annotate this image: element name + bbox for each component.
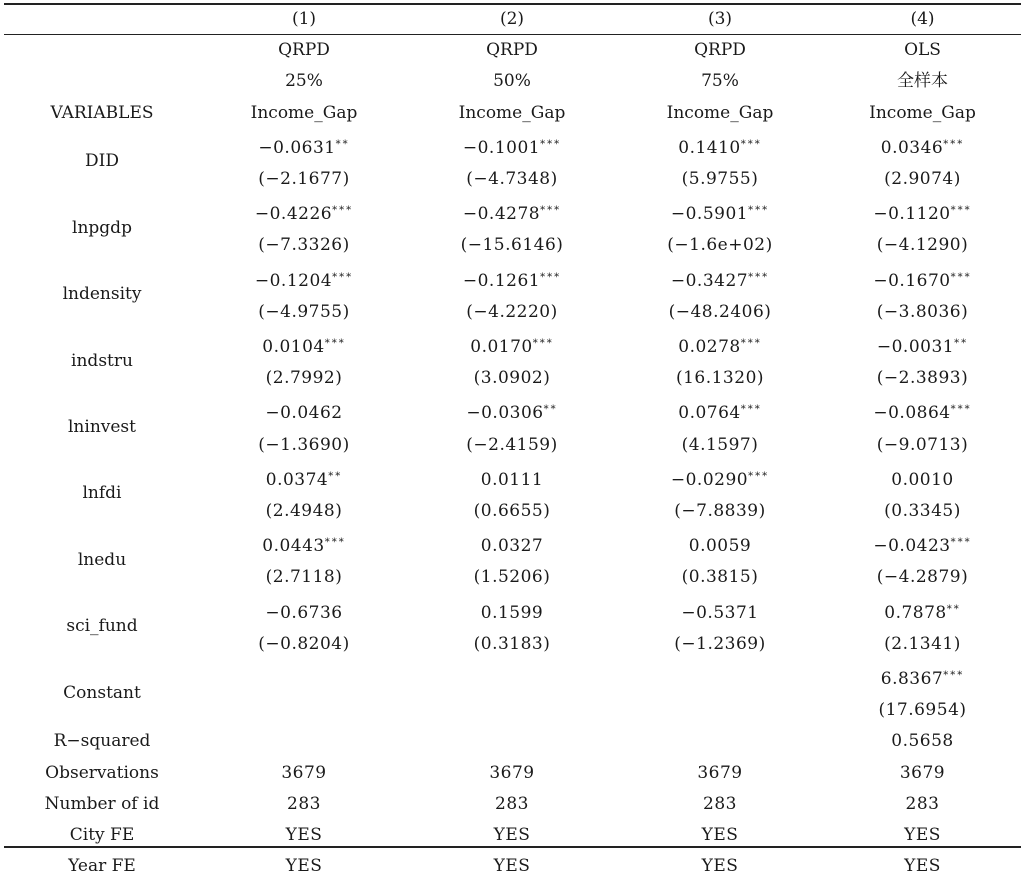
stat-value: YES: [285, 856, 323, 877]
coefficient-cell: [408, 394, 616, 429]
variable-name: indstru: [71, 350, 133, 371]
coefficient-value: 0.0374: [265, 469, 329, 490]
stat-value: [200, 726, 408, 757]
stat-value: 3679: [697, 762, 743, 783]
tstat-value: (2.9074): [884, 169, 961, 190]
coefficient-cell: [824, 660, 1021, 695]
coefficient-value: −0.0462: [265, 403, 343, 424]
stat-value: 283: [703, 793, 737, 814]
tstat-value: (2.7992): [265, 368, 343, 389]
coefficient-cell: [200, 262, 408, 297]
significance-stars: ***: [950, 537, 972, 549]
coef-row: [4, 262, 1021, 297]
coefficient-value: −0.4226: [254, 204, 333, 225]
coef-row: [4, 461, 1021, 496]
tstat-value: (4.1597): [681, 434, 759, 455]
column-number: (2): [499, 9, 525, 29]
coefficient-cell: [616, 328, 824, 363]
significance-stars: ***: [748, 470, 770, 482]
tstat-value: (3.0902): [473, 368, 551, 389]
coefficient-cell: [616, 660, 824, 695]
column-depvar: Income_Gap: [250, 102, 358, 123]
header-row-numbers: [4, 4, 1021, 35]
tstat-value: (−4.1290): [876, 235, 969, 256]
variable-name: lnedu: [77, 549, 127, 570]
header-row-method: [4, 35, 1021, 66]
coefficient-cell: [824, 461, 1021, 496]
coefficient-value: −0.6736: [265, 602, 343, 623]
coefficient-cell: [616, 129, 824, 164]
tstat-value: (2.1341): [884, 633, 961, 654]
coefficient-cell: [824, 394, 1021, 429]
tstat-value: (−4.7348): [466, 169, 558, 190]
coefficient-cell: [824, 195, 1021, 230]
coefficient-value: 0.0443: [262, 536, 325, 557]
coefficient-cell: [200, 328, 408, 363]
significance-stars: ***: [740, 338, 762, 350]
coefficient-cell: [824, 527, 1021, 562]
stat-value: 283: [905, 793, 940, 814]
coef-row: [4, 594, 1021, 629]
variables-label: VARIABLES: [50, 102, 154, 123]
tstat-value: (−7.8839): [674, 501, 766, 522]
tstat-value: (16.1320): [675, 368, 765, 389]
significance-stars: ***: [950, 205, 972, 217]
tstat-value: (−48.2406): [668, 301, 772, 322]
coefficient-value: −0.0031: [876, 337, 955, 358]
coefficient-value: −0.4278: [462, 204, 541, 225]
coefficient-value: 0.0764: [678, 403, 741, 424]
stat-value: YES: [493, 825, 531, 846]
coefficient-value: −0.1670: [873, 270, 951, 291]
significance-stars: ***: [950, 404, 972, 416]
coefficient-cell: [824, 129, 1021, 164]
tstat-value: (0.3345): [884, 501, 961, 522]
stat-name: R−squared: [53, 731, 151, 752]
stat-value: YES: [904, 825, 941, 846]
significance-stars: **: [954, 338, 969, 350]
significance-stars: ***: [950, 271, 972, 283]
stat-value: 283: [287, 793, 321, 814]
stat-value: YES: [701, 856, 739, 877]
tstat-value: (−3.8036): [876, 301, 969, 322]
significance-stars: **: [543, 404, 558, 416]
coefficient-cell: [408, 594, 616, 629]
stat-value: 283: [495, 793, 529, 814]
significance-stars: ***: [740, 138, 762, 150]
stat-name: Year FE: [68, 856, 136, 877]
tstat-value: (−2.4159): [466, 434, 558, 455]
coefficient-cell: [616, 394, 824, 429]
header-row-sample: [4, 66, 1021, 97]
coefficient-cell: [200, 394, 408, 429]
tstat-value: [200, 695, 408, 726]
coefficient-value: 0.1599: [480, 602, 544, 623]
tstat-value: (−2.1677): [258, 169, 350, 190]
tstat-value: (−1.2369): [674, 633, 766, 654]
significance-stars: ***: [540, 205, 562, 217]
tstat-value: (5.9755): [681, 169, 759, 190]
significance-stars: ***: [332, 205, 354, 217]
significance-stars: **: [335, 138, 350, 150]
stat-value: 3679: [281, 762, 327, 783]
coefficient-value: −0.5371: [681, 602, 759, 623]
tstat-value: (17.6954): [878, 700, 967, 721]
column-method: QRPD: [694, 40, 746, 61]
coefficient-cell: [408, 328, 616, 363]
coefficient-cell: [408, 461, 616, 496]
coefficient-value: 0.0327: [480, 536, 544, 557]
stat-value: YES: [701, 825, 739, 846]
significance-stars: ***: [943, 670, 965, 682]
coefficient-cell: [616, 461, 824, 496]
tstat-value: (−4.2879): [876, 567, 969, 588]
column-number: (4): [910, 9, 935, 29]
column-sample: 50%: [493, 71, 531, 92]
stat-name: Number of id: [44, 793, 160, 814]
coefficient-cell: [200, 461, 408, 496]
coefficient-value: −0.0631: [258, 137, 336, 158]
tstat-value: (0.3815): [681, 567, 759, 588]
column-method: QRPD: [486, 40, 538, 61]
tstat-value: (−4.2220): [466, 301, 558, 322]
tstat-value: (−0.8204): [258, 633, 350, 654]
column-depvar: Income_Gap: [458, 102, 566, 123]
tstat-value: (2.4948): [265, 501, 343, 522]
column-sample: 75%: [701, 71, 739, 92]
coefficient-cell: [200, 527, 408, 562]
header-row-depvar: [4, 98, 1021, 129]
coefficient-value: −0.1261: [462, 270, 541, 291]
stat-value: 3679: [489, 762, 535, 783]
coefficient-value: 0.0104: [262, 337, 325, 358]
tstat-value: (−1.3690): [258, 434, 350, 455]
coefficient-cell: [408, 262, 616, 297]
stat-value: YES: [285, 825, 323, 846]
coef-row: [4, 328, 1021, 363]
coefficient-value: −0.1001: [462, 137, 541, 158]
significance-stars: ***: [540, 138, 562, 150]
coef-row: [4, 129, 1021, 164]
tstat-value: [616, 695, 824, 726]
coef-row: [4, 195, 1021, 230]
significance-stars: ***: [943, 138, 965, 150]
coefficient-cell: [616, 594, 824, 629]
significance-stars: ***: [748, 205, 770, 217]
coefficient-value: 0.0111: [480, 469, 544, 490]
coef-row: [4, 660, 1021, 695]
coefficient-cell: [408, 195, 616, 230]
significance-stars: ***: [324, 338, 346, 350]
tstat-value: (−15.6146): [460, 235, 564, 256]
coefficient-value: −0.0290: [670, 469, 749, 490]
stat-row: [4, 851, 1021, 882]
coefficient-value: −0.0423: [873, 536, 951, 557]
significance-stars: ***: [740, 404, 762, 416]
stat-row: [4, 726, 1021, 757]
significance-stars: **: [946, 603, 961, 615]
significance-stars: **: [328, 470, 343, 482]
coefficient-value: 0.0170: [470, 337, 533, 358]
coef-row: [4, 527, 1021, 562]
tstat-value: (−2.3893): [876, 368, 969, 389]
coefficient-value: 0.0010: [891, 469, 954, 490]
coefficient-cell: [616, 195, 824, 230]
coefficient-value: −0.1120: [873, 204, 951, 225]
variable-name: lndensity: [62, 284, 142, 305]
coefficient-value: −0.0306: [466, 403, 544, 424]
tstat-value: (2.7118): [265, 567, 343, 588]
coefficient-cell: [200, 195, 408, 230]
stat-row: [4, 820, 1021, 851]
column-sample: 全样本: [897, 71, 948, 92]
column-depvar: Income_Gap: [666, 102, 774, 123]
coefficient-value: 6.8367: [880, 669, 944, 690]
coefficient-value: −0.3427: [670, 270, 749, 291]
coefficient-value: −0.5901: [670, 204, 749, 225]
coefficient-cell: [616, 527, 824, 562]
results-table: [4, 4, 1021, 882]
tstat-value: (0.6655): [473, 501, 551, 522]
coefficient-value: 0.0278: [678, 337, 741, 358]
variable-name: lninvest: [68, 417, 136, 438]
significance-stars: ***: [332, 271, 354, 283]
coefficient-cell: [200, 594, 408, 629]
coefficient-cell: [824, 262, 1021, 297]
coefficient-cell: [200, 129, 408, 164]
column-number: (3): [707, 9, 733, 29]
stat-name: Observations: [45, 762, 159, 783]
variable-name: sci_fund: [66, 616, 138, 637]
coefficient-cell: [200, 660, 408, 695]
coefficient-value: 0.1410: [678, 137, 741, 158]
coefficient-value: 0.0346: [880, 137, 944, 158]
stat-value: YES: [493, 856, 531, 877]
stat-value: [616, 726, 824, 757]
coefficient-cell: [824, 594, 1021, 629]
significance-stars: ***: [532, 338, 554, 350]
stat-value: [408, 726, 616, 757]
stat-value: YES: [904, 856, 941, 877]
variable-name: lnpgdp: [72, 217, 132, 238]
coefficient-cell: [408, 660, 616, 695]
coefficient-value: −0.0864: [873, 403, 951, 424]
column-method: QRPD: [278, 40, 330, 61]
coefficient-cell: [824, 328, 1021, 363]
stat-value: 3679: [899, 762, 946, 783]
column-method: OLS: [904, 40, 941, 61]
stat-row: [4, 758, 1021, 789]
coefficient-value: 0.7878: [884, 602, 947, 623]
tstat-value: (0.3183): [473, 633, 551, 654]
column-sample: 25%: [285, 71, 323, 92]
stat-value: 0.5658: [891, 731, 954, 752]
variable-name: DID: [85, 151, 119, 172]
tstat-value: (−4.9755): [258, 301, 350, 322]
coef-row: [4, 394, 1021, 429]
stat-row: [4, 789, 1021, 820]
coefficient-cell: [616, 262, 824, 297]
column-depvar: Income_Gap: [869, 102, 976, 123]
stat-name: City FE: [69, 825, 135, 846]
header-corner: [4, 4, 200, 35]
coefficient-value: −0.1204: [254, 270, 333, 291]
significance-stars: ***: [540, 271, 562, 283]
column-number: (1): [291, 9, 317, 29]
coefficient-cell: [408, 527, 616, 562]
significance-stars: ***: [748, 271, 770, 283]
tstat-value: (1.5206): [473, 567, 551, 588]
significance-stars: ***: [324, 537, 346, 549]
variable-name: Constant: [63, 682, 141, 703]
coefficient-cell: [408, 129, 616, 164]
tstat-value: (−9.0713): [876, 434, 969, 455]
tstat-value: (−1.6e+02): [667, 235, 773, 256]
coefficient-value: 0.0059: [688, 536, 752, 557]
tstat-value: [408, 695, 616, 726]
variable-name: lnfdi: [82, 483, 122, 504]
tstat-value: (−7.3326): [258, 235, 350, 256]
